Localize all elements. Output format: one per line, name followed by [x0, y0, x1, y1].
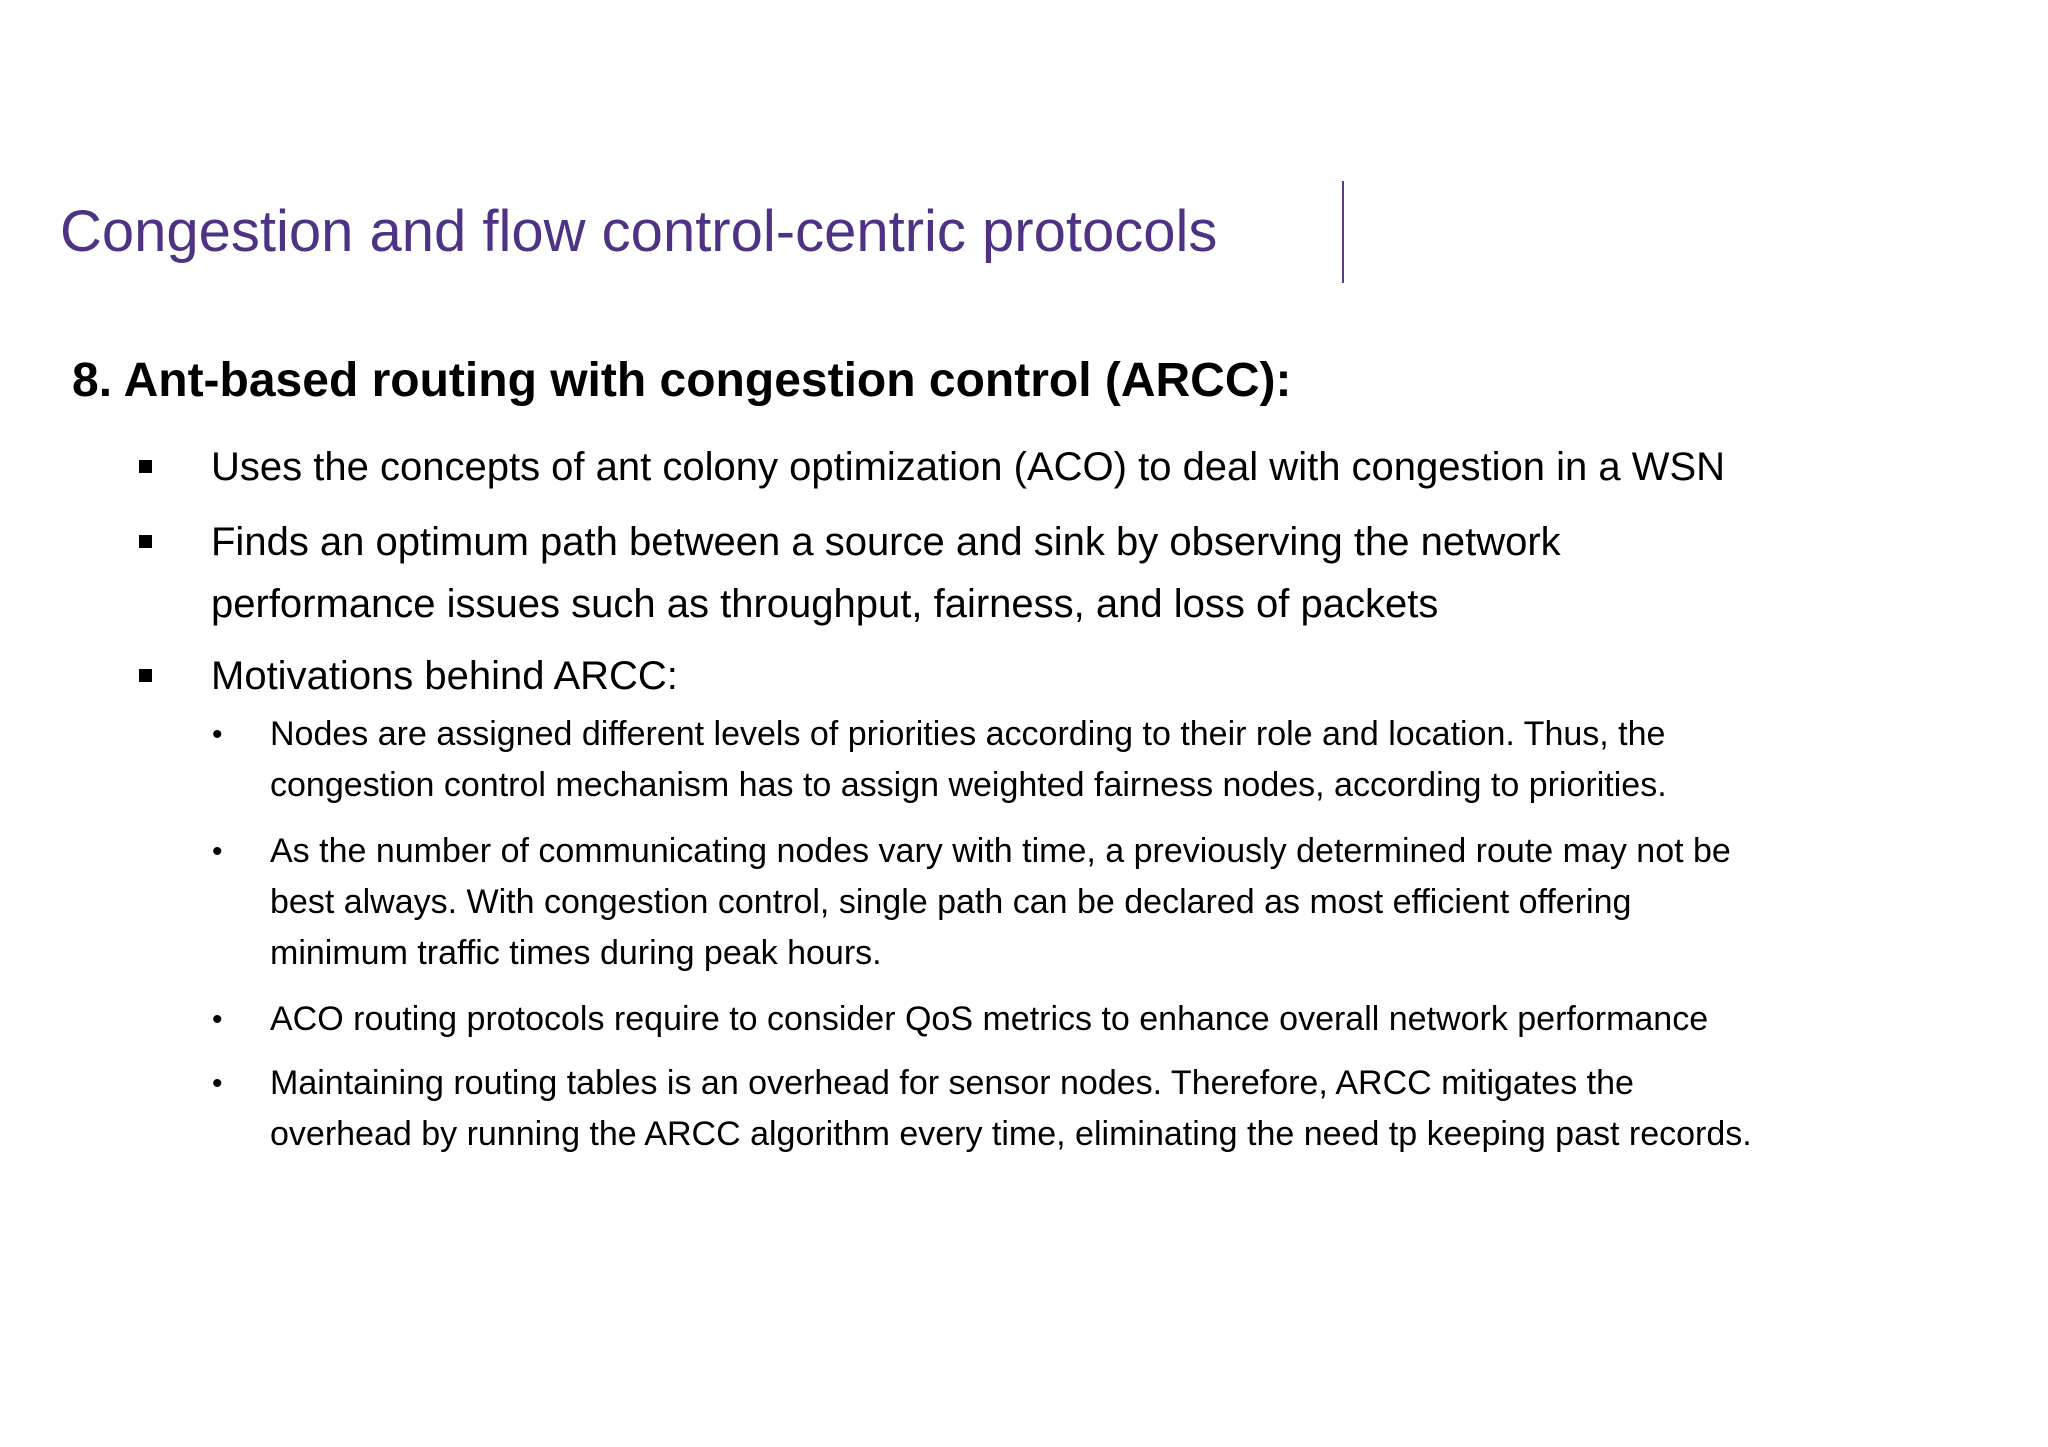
bullet-text: performance issues such as throughput, fairness, and loss of packets [211, 582, 1439, 626]
bullet-text: Uses the concepts of ant colony optimization (ACO) to deal with congestion in a WSN [211, 445, 1726, 489]
bullet-text: Motivations behind ARCC: [211, 654, 678, 698]
square-bullet-icon [139, 535, 152, 548]
dot-bullet-icon: • [212, 1003, 223, 1036]
dot-bullet-icon: • [212, 1067, 223, 1100]
sub-bullet-text: Maintaining routing tables is an overhead for sensor nodes. Therefore, ARCC mitigates the [270, 1064, 1634, 1102]
square-bullet-icon [139, 460, 152, 473]
sub-bullet-text: overhead by running the ARCC algorithm every time, eliminating the need tp keeping past records. [270, 1115, 1752, 1153]
sub-bullet-text: Nodes are assigned different levels of priorities according to their role and location. Thus, the [270, 715, 1666, 753]
text-cursor [1342, 181, 1344, 283]
sub-bullet-text: minimum traffic times during peak hours. [270, 934, 882, 972]
dot-bullet-icon: • [212, 718, 223, 751]
sub-bullet-text: congestion control mechanism has to assign weighted fairness nodes, according to priorities. [270, 766, 1667, 804]
section-heading: 8. Ant-based routing with congestion control (ARCC): [72, 354, 1292, 407]
dot-bullet-icon: • [212, 835, 223, 868]
square-bullet-icon [139, 669, 152, 682]
sub-bullet-text: As the number of communicating nodes vary with time, a previously determined route may not be [270, 832, 1731, 870]
bullet-text: Finds an optimum path between a source and sink by observing the network [211, 520, 1561, 564]
slide-title: Congestion and flow control-centric protocols [60, 199, 1218, 264]
sub-bullet-text: best always. With congestion control, single path can be declared as most efficient offering [270, 883, 1632, 921]
sub-bullet-text: ACO routing protocols require to consider QoS metrics to enhance overall network performance [270, 1000, 1709, 1038]
